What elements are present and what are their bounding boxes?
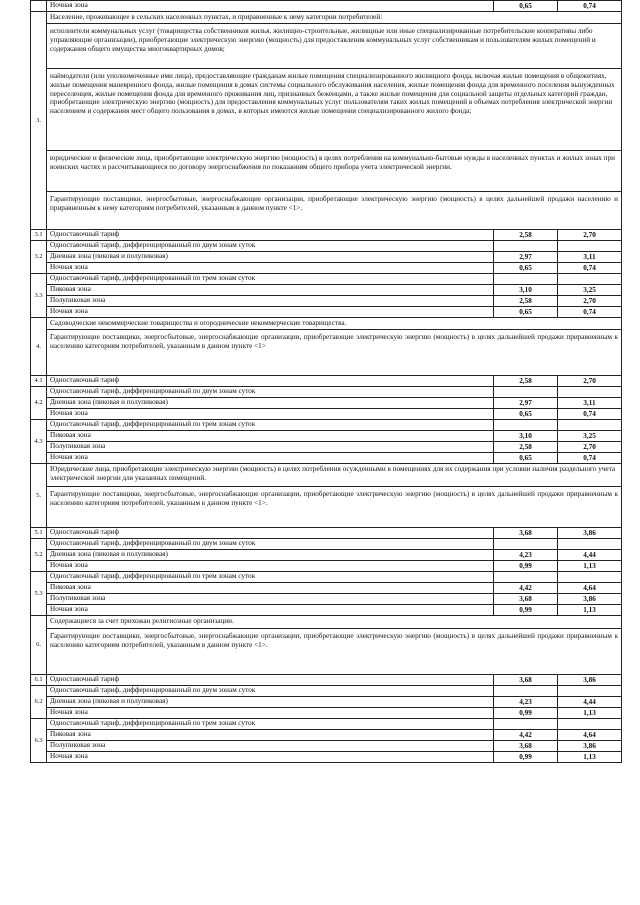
tariff-value-2: 1,13 [558, 752, 622, 763]
tariff-value-1: 0,65 [494, 263, 558, 274]
tariff-value-2 [558, 686, 622, 697]
tariff-value-1: 0,99 [494, 561, 558, 572]
table-row [31, 572, 622, 583]
tariff-value-1: 0,99 [494, 605, 558, 616]
row-number: 6.1 [31, 675, 47, 686]
tariff-label: Ночная зона [47, 605, 494, 616]
table-row [31, 550, 622, 561]
tariff-value-2: 3,25 [558, 431, 622, 442]
tariff-value-2: 3,11 [558, 398, 622, 409]
table-row [31, 409, 622, 420]
tariff-label: Ночная зона [47, 409, 494, 420]
tariff-label: Пиковая зона [47, 583, 494, 594]
tariff-value-1 [494, 420, 558, 431]
subcategory-text: юридические и физические лица, приобретающие электрическую энергию (мощность) в целях потребления на коммунально-бытовые нужды в населенных пунктах и жилых зонах при воинских частях и рассчитывающиеся по договору энергоснабжения по показаниям общего прибора учета электрической энергии. [47, 151, 622, 192]
tariff-value-2: 0,74 [558, 1, 622, 12]
table-row [31, 442, 622, 453]
tariff-value-1: 3,10 [494, 285, 558, 296]
section-guarantee-row [31, 629, 622, 675]
tariff-label: Полупиковая зона [47, 442, 494, 453]
section-number: 4. [31, 318, 47, 376]
tariff-label: Ночная зона [47, 708, 494, 719]
tariff-table [30, 0, 622, 763]
row-number: 4.2 [31, 387, 47, 420]
tariff-value-2: 0,74 [558, 453, 622, 464]
section-number: 5. [31, 464, 47, 528]
tariff-value-1: 4,42 [494, 730, 558, 741]
tariff-value-2: 1,13 [558, 708, 622, 719]
tariff-value-2 [558, 387, 622, 398]
tariff-value-1: 2,97 [494, 252, 558, 263]
tariff-value-2: 0,74 [558, 263, 622, 274]
tariff-value-2: 4,44 [558, 697, 622, 708]
table-row [31, 387, 622, 398]
tariff-table-body [31, 1, 622, 763]
row-number: 6.3 [31, 719, 47, 763]
tariff-label: Пиковая зона [47, 730, 494, 741]
table-row [31, 296, 622, 307]
tariff-label: Дневная зона (пиковая и полупиковая) [47, 398, 494, 409]
row-number: 5.2 [31, 539, 47, 572]
tariff-value-1 [494, 539, 558, 550]
row-number: 4.1 [31, 376, 47, 387]
tariff-value-2: 0,74 [558, 409, 622, 420]
tariff-value-1: 3,68 [494, 741, 558, 752]
tariff-value-2: 4,44 [558, 550, 622, 561]
tariff-label: Одноставочный тариф [47, 376, 494, 387]
table-row [31, 263, 622, 274]
tariff-value-1 [494, 572, 558, 583]
section-number: 6. [31, 616, 47, 675]
table-row [31, 274, 622, 285]
tariff-label: Одноставочный тариф [47, 675, 494, 686]
tariff-value-2: 2,70 [558, 230, 622, 241]
table-row [31, 431, 622, 442]
guarantee-text: Гарантирующие поставщики, энергосбытовые, энергоснабжающие организации, приобретающие электрическую энергию (мощность) в целях дальнейшей продажи приравненным к населению категориям потребителей, указанным в данном пункте <1>. [47, 487, 622, 528]
tariff-label: Полупиковая зона [47, 741, 494, 752]
section-header-row [31, 318, 622, 330]
section-header: Юридические лица, приобретающие электрическую энергию (мощность) в целях потребления осужденными в помещениях для их содержания при условии наличия раздельного учета электрической энергии для указанных помещений. [47, 464, 622, 487]
row-number: 3.3 [31, 274, 47, 318]
tariff-value-2: 4,64 [558, 583, 622, 594]
tariff-label: Одноставочный тариф, дифференцированный по трем зонам суток [47, 719, 494, 730]
tariff-value-2: 3,86 [558, 741, 622, 752]
section-number: 3. [31, 12, 47, 230]
tariff-value-2 [558, 241, 622, 252]
tariff-value-1: 3,68 [494, 594, 558, 605]
table-row [31, 420, 622, 431]
row-number: 5.3 [31, 572, 47, 616]
table-row [31, 708, 622, 719]
tariff-label: Полупиковая зона [47, 296, 494, 307]
tariff-value-1: 0,65 [494, 307, 558, 318]
row-number: 3.2 [31, 241, 47, 274]
tariff-label: Одноставочный тариф, дифференцированный по двум зонам суток [47, 539, 494, 550]
table-row [31, 285, 622, 296]
table-row [31, 528, 622, 539]
table-row [31, 730, 622, 741]
guarantee-text: Гарантирующие поставщики, энергосбытовые, энергоснабжающие организации, приобретающие электрическую энергию (мощность) в целях дальнейшей продажи населению и приравненным к нему категориям потребителей, указанным в данном пункте <1>. [47, 192, 622, 230]
tariff-label: Пиковая зона [47, 285, 494, 296]
tariff-label: Дневная зона (пиковая и полупиковая) [47, 697, 494, 708]
tariff-value-1: 3,68 [494, 528, 558, 539]
tariff-value-1: 2,97 [494, 398, 558, 409]
row-number: 6.2 [31, 686, 47, 719]
tariff-value-1: 0,99 [494, 708, 558, 719]
tariff-label: Дневная зона (пиковая и полупиковая) [47, 550, 494, 561]
table-row [31, 583, 622, 594]
tariff-value-1: 4,42 [494, 583, 558, 594]
tariff-label: Одноставочный тариф [47, 528, 494, 539]
table-row [31, 561, 622, 572]
tariff-value-1: 2,58 [494, 296, 558, 307]
tariff-value-2: 2,70 [558, 442, 622, 453]
table-row [31, 230, 622, 241]
table-row [31, 594, 622, 605]
tariff-label: Одноставочный тариф, дифференцированный по трем зонам суток [47, 274, 494, 285]
tariff-label: Одноставочный тариф [47, 230, 494, 241]
row-number: 4.3 [31, 420, 47, 464]
table-row [31, 697, 622, 708]
tariff-value-1 [494, 241, 558, 252]
table-row [31, 1, 622, 12]
tariff-value-1: 0,65 [494, 453, 558, 464]
row-number-cell [31, 1, 47, 12]
tariff-value-1: 4,23 [494, 550, 558, 561]
tariff-label: Ночная зона [47, 752, 494, 763]
tariff-value-2: 1,13 [558, 561, 622, 572]
tariff-label: Одноставочный тариф, дифференцированный по трем зонам суток [47, 572, 494, 583]
row-number: 5.1 [31, 528, 47, 539]
table-row [31, 752, 622, 763]
tariff-value-1 [494, 719, 558, 730]
table-row [31, 605, 622, 616]
tariff-value-1: 3,10 [494, 431, 558, 442]
tariff-value-2: 3,11 [558, 252, 622, 263]
tariff-value-2: 3,86 [558, 594, 622, 605]
tariff-value-1 [494, 686, 558, 697]
tariff-value-1 [494, 274, 558, 285]
section-guarantee-row [31, 330, 622, 376]
section-header: Содержащиеся за счет прихожан религиозные организации. [47, 616, 622, 629]
tariff-value-1: 2,58 [494, 376, 558, 387]
tariff-value-2: 3,25 [558, 285, 622, 296]
tariff-document [30, 0, 622, 763]
tariff-value-2 [558, 420, 622, 431]
section-header-row [31, 464, 622, 487]
tariff-value-1: 2,58 [494, 230, 558, 241]
tariff-label: Дневная зона (пиковая и полупиковая) [47, 252, 494, 263]
tariff-label: Одноставочный тариф, дифференцированный по двум зонам суток [47, 387, 494, 398]
table-row [31, 686, 622, 697]
section-subcategory-row [31, 24, 622, 69]
section-subcategory-row [31, 151, 622, 192]
table-row [31, 539, 622, 550]
tariff-value-2 [558, 539, 622, 550]
tariff-label: Ночная зона [47, 263, 494, 274]
guarantee-text: Гарантирующие поставщики, энергосбытовые, энергоснабжающие организации, приобретающие электрическую энергию (мощность) в целях дальнейшей продажи приравненным к населению категориям потребителей, указанным в данном пункте <1>. [47, 629, 622, 675]
tariff-value-2 [558, 274, 622, 285]
tariff-value-2: 0,74 [558, 307, 622, 318]
table-row [31, 376, 622, 387]
table-row [31, 741, 622, 752]
table-row [31, 398, 622, 409]
tariff-value-1: 0,65 [494, 409, 558, 420]
tariff-label: Ночная зона [47, 307, 494, 318]
section-header-row [31, 616, 622, 629]
tariff-label: Одноставочный тариф, дифференцированный по двум зонам суток [47, 241, 494, 252]
section-header: Население, проживающее в сельских населенных пунктах, и приравненные к нему категории потребителей: [47, 12, 622, 24]
tariff-label: Пиковая зона [47, 431, 494, 442]
tariff-value-1: 0,99 [494, 752, 558, 763]
section-guarantee-row [31, 487, 622, 528]
tariff-value-2: 1,13 [558, 605, 622, 616]
tariff-label: Одноставочный тариф, дифференцированный по двум зонам суток [47, 686, 494, 697]
table-row [31, 453, 622, 464]
table-row [31, 307, 622, 318]
table-row [31, 719, 622, 730]
tariff-value-2: 2,70 [558, 296, 622, 307]
subcategory-text: наймодатели (или уполномоченные ими лица), предоставляющие гражданам жилые помещения специализированного жилищного фонда, включая жилые помещения в общежитиях, жилые помещения маневренного фонда, жилые помещения в домах системы социального обслуживания населения, жилые помещения фонда для временного поселения вынужденных переселенцев, жилые помещения фонда для временного проживания лиц, признанных беженцами, а также жилые помещения для социальной защиты отдельных категорий граждан, приобретающие электрическую энергию (мощность) для предоставления коммунальных услуг пользователям таких жилых помещений в объемах потребления электрической энергии населением и содержания мест общего пользования в домах, в которых имеются жилые помещения специализированного жилого фонда; [47, 69, 622, 151]
tariff-value-2: 2,70 [558, 376, 622, 387]
tariff-label: Полупиковая зона [47, 594, 494, 605]
tariff-value-1 [494, 387, 558, 398]
subcategory-text: исполнители коммунальных услуг (товарищества собственников жилья, жилищно-строительные, жилищные или иные специализированные потребительские кооперативы либо управляющие организации), приобретающие электрическую энергию (мощность) для предоставления коммунальных услуг собственникам и пользователям жилых помещений и содержания общего имущества многоквартирных домов; [47, 24, 622, 69]
row-number: 3.1 [31, 230, 47, 241]
section-guarantee-row [31, 192, 622, 230]
tariff-value-1: 2,58 [494, 442, 558, 453]
tariff-label: Ночная зона [47, 1, 494, 12]
table-row [31, 241, 622, 252]
table-row [31, 252, 622, 263]
section-header: Садоводческие некоммерческие товарищества и огороднические некоммерческие товарищества. [47, 318, 622, 330]
table-row [31, 675, 622, 686]
section-header-row [31, 12, 622, 24]
tariff-value-1: 0,65 [494, 1, 558, 12]
tariff-value-2 [558, 572, 622, 583]
tariff-value-1: 4,23 [494, 697, 558, 708]
tariff-label: Одноставочный тариф, дифференцированный по трем зонам суток [47, 420, 494, 431]
tariff-label: Ночная зона [47, 453, 494, 464]
tariff-value-2: 3,86 [558, 675, 622, 686]
tariff-value-1: 3,68 [494, 675, 558, 686]
tariff-value-2: 3,86 [558, 528, 622, 539]
section-subcategory-row [31, 69, 622, 151]
tariff-value-2: 4,64 [558, 730, 622, 741]
guarantee-text: Гарантирующие поставщики, энергосбытовые, энергоснабжающие организации, приобретающие электрическую энергию (мощность) в целях дальнейшей продажи приравненным к населению категориям потребителей, указанным в данном пункте <1> [47, 330, 622, 376]
tariff-label: Ночная зона [47, 561, 494, 572]
tariff-value-2 [558, 719, 622, 730]
